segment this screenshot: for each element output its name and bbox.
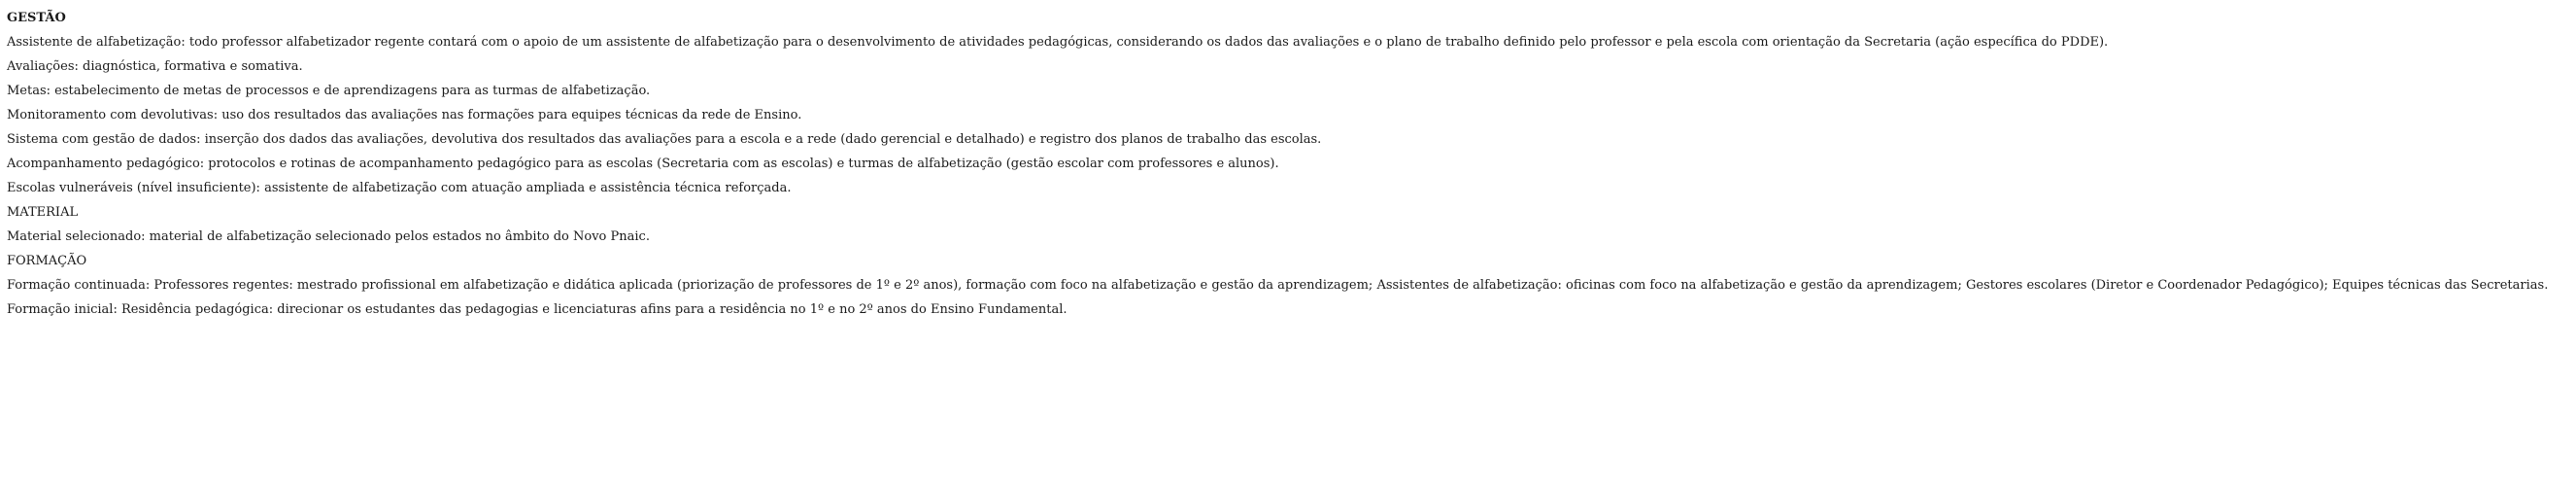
section-heading-gestao: GESTÃO xyxy=(7,11,66,25)
section-heading-formacao: FORMAÇÃO xyxy=(7,254,87,268)
paragraph-acompanhamento-pedagogico: Acompanhamento pedagógico: protocolos e rotinas de acompanhamento pedagógico para as escolas (Secretaria com as escolas) e turmas de alfabetização (gestão escolar com professores e alunos). xyxy=(7,157,1279,171)
paragraph-sistema-gestao-dados: Sistema com gestão de dados: inserção dos dados das avaliações, devolutiva dos resultados das avaliações para a escola e a rede (dado gerencial e detalhado) e registro dos planos de trabalho das escolas. xyxy=(7,132,1322,147)
paragraph-monitoramento: Monitoramento com devolutivas: uso dos resultados das avaliações nas formações para equipes técnicas da rede de Ensino. xyxy=(7,108,802,122)
paragraph-material-selecionado: Material selecionado: material de alfabetização selecionado pelos estados no âmbito do Novo Pnaic. xyxy=(7,229,650,244)
paragraph-assistente-alfabetizacao: Assistente de alfabetização: todo professor alfabetizador regente contará com o apoio de um assistente de alfabetização para o desenvolvimento de atividades pedagógicas, considerando os dados das avaliações e o plano de trabalho definido pelo professor e pela escola com orientação da Secretaria (ação específica do PDDE). xyxy=(7,35,2109,50)
document-body xyxy=(7,6,2571,322)
paragraph-avaliacoes: Avaliações: diagnóstica, formativa e somativa. xyxy=(7,59,303,74)
section-heading-material: MATERIAL xyxy=(7,205,79,220)
paragraph-formacao-continuada: Formação continuada: Professores regentes: mestrado profissional em alfabetização e didática aplicada (priorização de professores de 1º e 2º anos), formação com foco na alfabetização e gestão da aprendizagem; Assistentes de alfabetização: oficinas com foco na alfabetização e gestão da aprendizagem; Gestores escolares (Diretor e Coordenador Pedagógico); Equipes técnicas das Secretarias. xyxy=(7,278,2549,293)
paragraph-metas: Metas: estabelecimento de metas de processos e de aprendizagens para as turmas de alfabetização. xyxy=(7,84,651,98)
paragraph-formacao-inicial: Formação inicial: Residência pedagógica: direcionar os estudantes das pedagogias e licenciaturas afins para a residência no 1º e no 2º anos do Ensino Fundamental. xyxy=(7,302,1068,317)
paragraph-escolas-vulneraveis: Escolas vulneráveis (nível insuficiente): assistente de alfabetização com atuação ampliada e assistência técnica reforçada. xyxy=(7,181,792,195)
